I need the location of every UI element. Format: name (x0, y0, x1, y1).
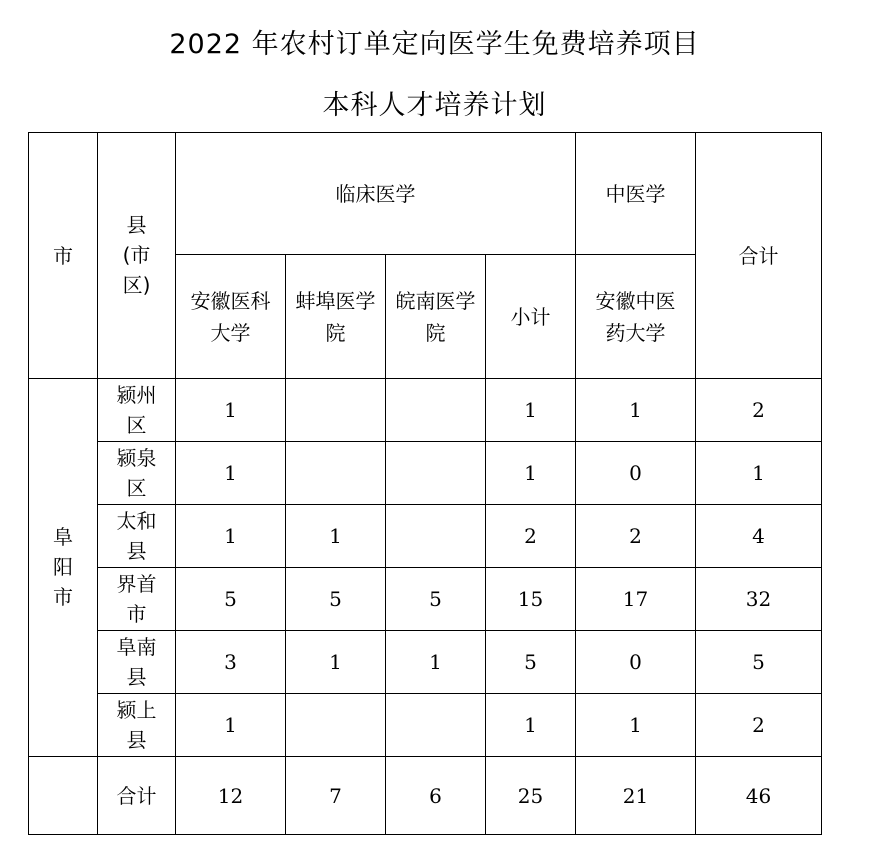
value-cell: 1 (176, 694, 286, 757)
value-cell (286, 379, 386, 442)
total-value-cell: 12 (176, 757, 286, 835)
header-clinical: 临床医学 (176, 133, 576, 255)
value-cell: 1 (286, 505, 386, 568)
value-cell: 1 (176, 379, 286, 442)
value-cell: 1 (486, 379, 576, 442)
value-cell: 1 (576, 379, 696, 442)
value-cell (286, 694, 386, 757)
header-row-1 (29, 133, 822, 255)
value-cell: 3 (176, 631, 286, 694)
value-cell: 0 (576, 631, 696, 694)
table-row (29, 631, 822, 694)
value-cell: 15 (486, 568, 576, 631)
value-cell: 4 (696, 505, 822, 568)
header-subtotal: 小计 (486, 255, 576, 379)
header-total: 合计 (696, 133, 822, 379)
value-cell: 32 (696, 568, 822, 631)
value-cell: 1 (696, 442, 822, 505)
total-row-city-cell (29, 757, 98, 835)
value-cell: 1 (176, 505, 286, 568)
value-cell (386, 505, 486, 568)
header-city: 市 (29, 133, 98, 379)
table-row (29, 505, 822, 568)
value-cell: 5 (696, 631, 822, 694)
table-row (29, 694, 822, 757)
county-cell: 界首市 (98, 568, 176, 631)
value-cell: 1 (486, 694, 576, 757)
total-value-cell: 46 (696, 757, 822, 835)
value-cell: 1 (286, 631, 386, 694)
county-cell: 颍泉区 (98, 442, 176, 505)
value-cell: 5 (386, 568, 486, 631)
value-cell: 1 (386, 631, 486, 694)
table-row (29, 568, 822, 631)
value-cell: 2 (486, 505, 576, 568)
document-title-line1: 2022 年农村订单定向医学生免费培养项目 (169, 29, 700, 60)
county-cell: 太和县 (98, 505, 176, 568)
value-cell (386, 442, 486, 505)
total-value-cell: 6 (386, 757, 486, 835)
total-value-cell: 21 (576, 757, 696, 835)
total-row-label: 合计 (98, 757, 176, 835)
header-county: 县(市区) (98, 133, 176, 379)
value-cell: 2 (696, 694, 822, 757)
value-cell: 0 (576, 442, 696, 505)
value-cell (386, 379, 486, 442)
value-cell: 5 (176, 568, 286, 631)
header-bengbu-medical: 蚌埠医学院 (286, 255, 386, 379)
city-cell: 阜阳市 (29, 379, 98, 757)
value-cell: 1 (576, 694, 696, 757)
county-cell: 阜南县 (98, 631, 176, 694)
county-cell: 颍上县 (98, 694, 176, 757)
table-row (29, 442, 822, 505)
value-cell: 2 (696, 379, 822, 442)
county-cell: 颍州区 (98, 379, 176, 442)
header-wannan-medical: 皖南医学院 (386, 255, 486, 379)
value-cell (286, 442, 386, 505)
value-cell: 5 (286, 568, 386, 631)
total-row (29, 757, 822, 835)
table-row (29, 379, 822, 442)
value-cell: 1 (486, 442, 576, 505)
document-title-line2: 本科人才培养计划 (322, 90, 547, 121)
value-cell: 2 (576, 505, 696, 568)
value-cell: 5 (486, 631, 576, 694)
value-cell: 17 (576, 568, 696, 631)
header-anhui-medical: 安徽医科大学 (176, 255, 286, 379)
total-value-cell: 25 (486, 757, 576, 835)
training-plan-table (28, 132, 822, 835)
header-anhui-tcm: 安徽中医药大学 (576, 255, 696, 379)
total-value-cell: 7 (286, 757, 386, 835)
header-tcm: 中医学 (576, 133, 696, 255)
value-cell (386, 694, 486, 757)
value-cell: 1 (176, 442, 286, 505)
